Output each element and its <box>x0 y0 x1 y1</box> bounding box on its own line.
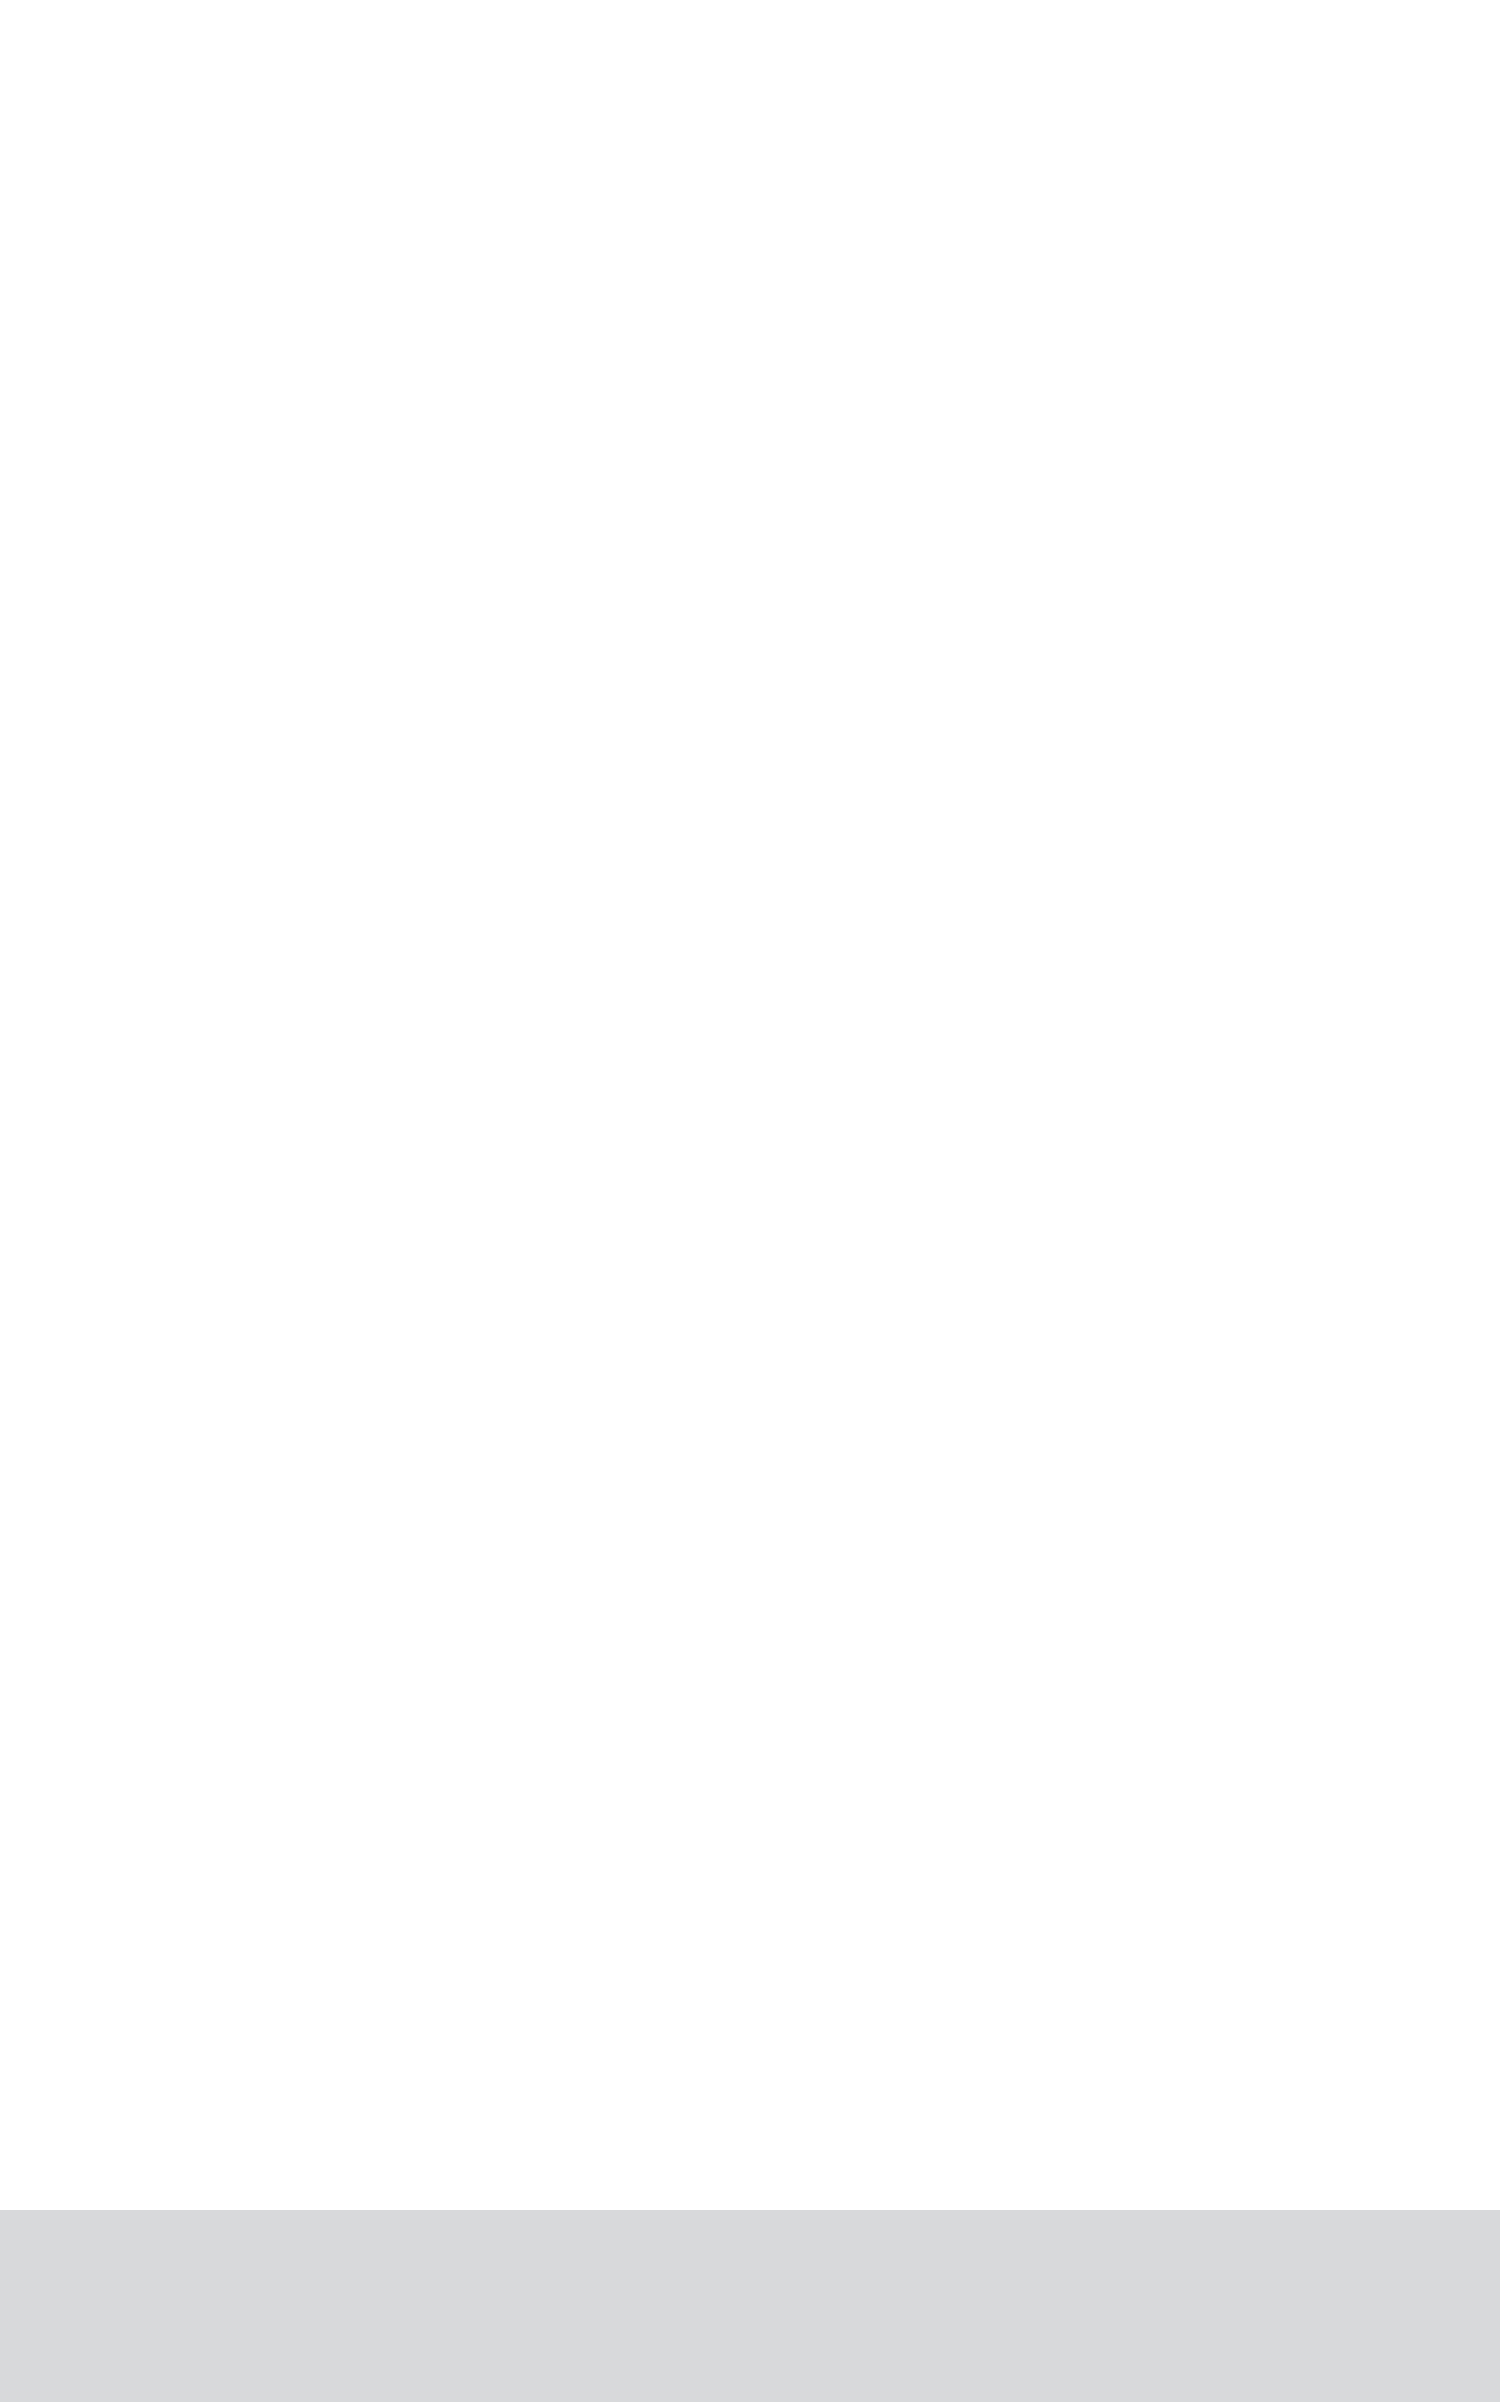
viewer-background <box>0 2210 1500 2402</box>
